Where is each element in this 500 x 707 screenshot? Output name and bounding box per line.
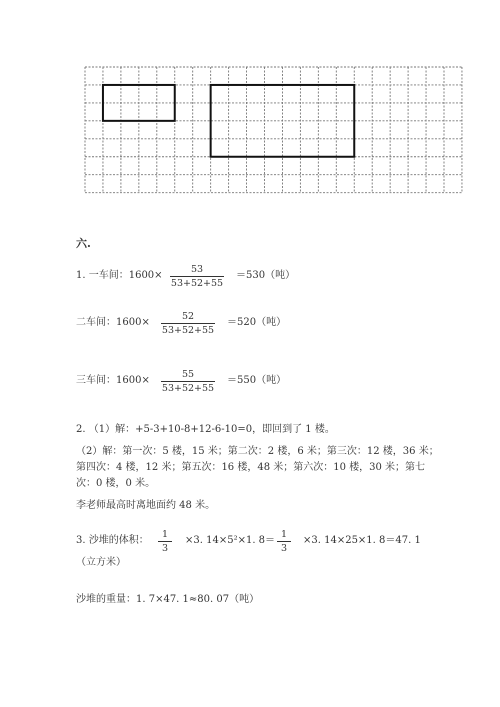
q3-volume-middle: ×3. 14×5²×1. 8＝	[185, 535, 276, 546]
fraction-denominator: 53+52+55	[170, 278, 224, 289]
q1-line1-prefix: 1. 一车间：1600×	[76, 270, 163, 281]
q2-conclusion: 李老师最高时离地面约 48 米。	[76, 500, 216, 511]
fraction-bar	[170, 276, 224, 277]
q2-part2-line3: 次：0 楼，0 米。	[76, 478, 156, 489]
fraction-bar	[161, 381, 215, 382]
q3-weight: 沙堆的重量：1. 7×47. 1≈80. 07（吨）	[76, 594, 260, 605]
q2-part1: 2. （1）解：+5-3+10-8+12-6-10=0，即回到了 1 楼。	[76, 424, 335, 435]
fraction-denominator: 53+52+55	[161, 383, 215, 394]
fraction-numerator: 1	[161, 529, 169, 540]
fraction-numerator: 53	[190, 264, 204, 275]
q1-line1-fraction	[170, 264, 224, 289]
section-heading: 六.	[76, 237, 91, 250]
q1-line1-result: ＝530（吨）	[236, 270, 296, 281]
fraction-denominator: 3	[161, 543, 169, 554]
fraction-denominator: 3	[280, 543, 288, 554]
fraction-denominator: 53+52+55	[161, 325, 215, 336]
fraction-numerator: 55	[181, 369, 195, 380]
fraction-bar	[161, 323, 215, 324]
fraction-numerator: 52	[181, 311, 195, 322]
fraction-bar	[158, 541, 172, 542]
fraction-numerator: 1	[280, 529, 288, 540]
q3-unit: （立方米）	[76, 557, 126, 568]
grid-diagram	[0, 0, 500, 215]
q3-fraction-one-third-b	[277, 529, 291, 554]
q1-line3-fraction	[161, 369, 215, 394]
q1-line3-result: ＝550（吨）	[227, 375, 287, 386]
q3-volume-result: ×3. 14×25×1. 8＝47. 1	[303, 535, 421, 546]
q2-part2-line2: 第四次：4 楼，12 米；第五次：16 楼，48 米；第六次：10 楼，30 米；第七	[76, 462, 426, 473]
q3-fraction-one-third-a	[158, 529, 172, 554]
q1-line2-prefix: 二车间：1600×	[76, 317, 150, 328]
q3-volume-prefix: 3. 沙堆的体积：	[76, 535, 149, 546]
fraction-bar	[277, 541, 291, 542]
q1-line2-fraction	[161, 311, 215, 336]
q1-line3-prefix: 三车间：1600×	[76, 375, 150, 386]
q1-line2-result: ＝520（吨）	[227, 317, 287, 328]
q2-part2-line1: （2）解：第一次：5 楼，15 米；第二次：2 楼，6 米；第三次：12 楼，36 米；	[76, 446, 439, 457]
